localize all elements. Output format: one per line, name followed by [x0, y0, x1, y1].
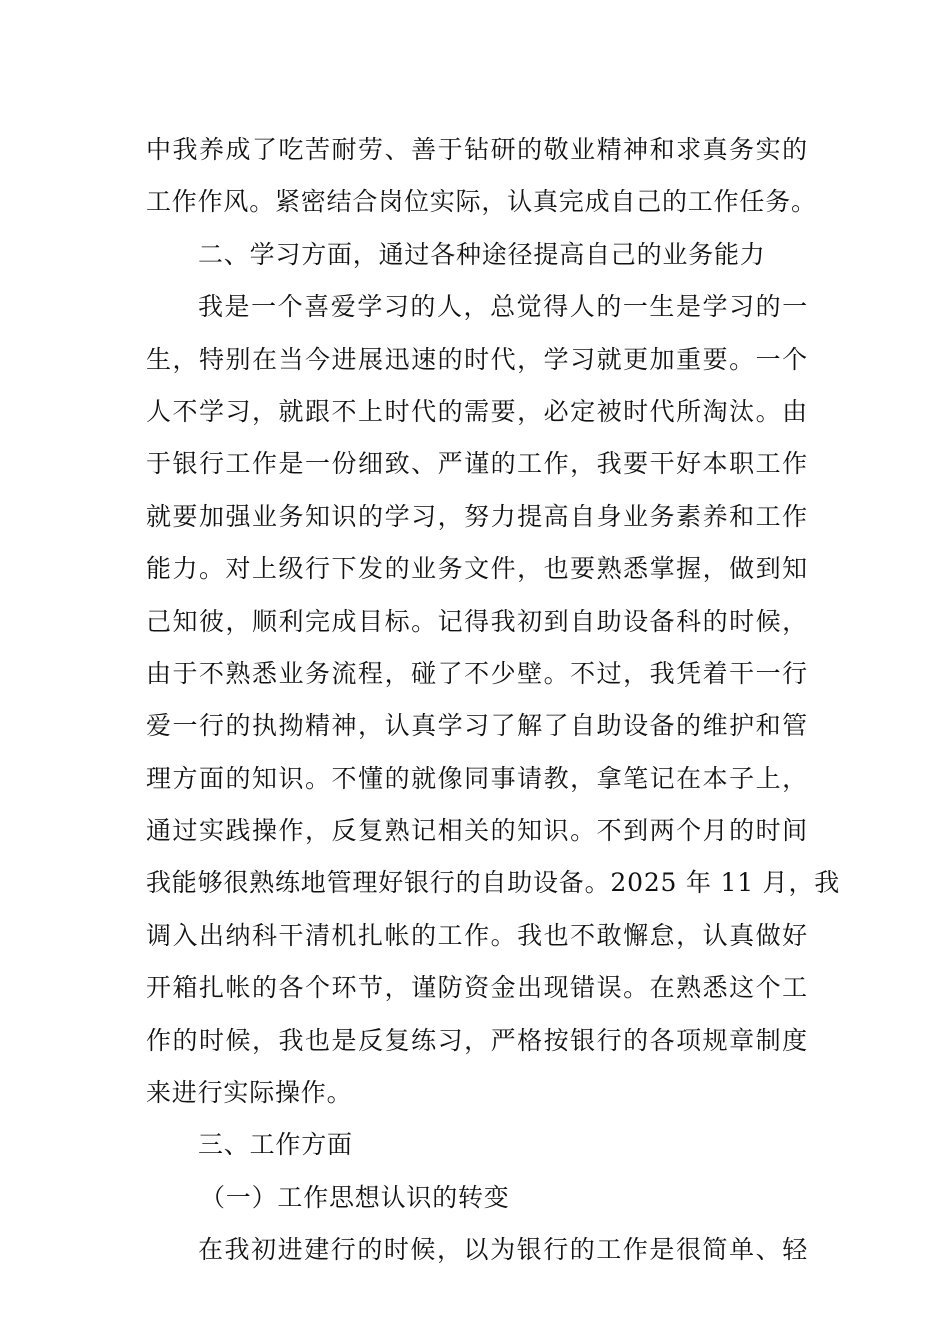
text-line-5: 生，特别在当今进展迅速的时代，学习就更加重要。一个: [146, 344, 808, 374]
section-heading-work: 三、工作方面: [198, 1130, 353, 1160]
text-line-4: 我是一个喜爱学习的人，总觉得人的一生是学习的一: [198, 292, 808, 322]
text-line-12: 爱一行的执拗精神，认真学习了解了自助设备的维护和管: [146, 711, 808, 741]
text-line-22: 在我初进建行的时候，以为银行的工作是很简单、轻: [198, 1235, 808, 1265]
text-line-7: 于银行工作是一份细致、严谨的工作，我要干好本职工作: [146, 449, 808, 479]
body-text: [146, 124, 841, 1277]
text-line-18: 作的时候，我也是反复练习，严格按银行的各项规章制度: [146, 1025, 808, 1055]
text-line-6: 人不学习，就跟不上时代的需要，必定被时代所淘汰。由: [146, 396, 808, 426]
subsection-heading-thinking: （一）工作思想认识的转变: [200, 1182, 510, 1212]
text-line-10: 己知彼，顺利完成目标。记得我初到自助设备科的时候，: [146, 606, 808, 636]
text-line-9: 能力。对上级行下发的业务文件，也要熟悉掌握，做到知: [146, 554, 808, 584]
text-line-11: 由于不熟悉业务流程，碰了不少壁。不过，我凭着干一行: [146, 658, 808, 688]
section-heading-study: 二、学习方面，通过各种途径提高自己的业务能力: [198, 239, 766, 269]
text-line-14: 通过实践操作，反复熟记相关的知识。不到两个月的时间: [146, 816, 808, 846]
text-line-2: 工作作风。紧密结合岗位实际，认真完成自己的工作任务。: [146, 187, 817, 217]
text-line-15: 我能够很熟练地管理好银行的自助设备。2025 年 11 月，我: [146, 868, 841, 898]
text-line-1: 中我养成了吃苦耐劳、善于钻研的敬业精神和求真务实的: [146, 135, 808, 164]
text-line-8: 就要加强业务知识的学习，努力提高自身业务素养和工作: [146, 501, 808, 531]
text-line-19: 来进行实际操作。: [146, 1078, 353, 1108]
text-line-16: 调入出纳科干清机扎帐的工作。我也不敢懈怠，认真做好: [146, 920, 808, 950]
text-line-13: 理方面的知识。不懂的就像同事请教，拿笔记在本子上，: [146, 763, 808, 793]
text-line-17: 开箱扎帐的各个环节，谨防资金出现错误。在熟悉这个工: [146, 973, 808, 1003]
